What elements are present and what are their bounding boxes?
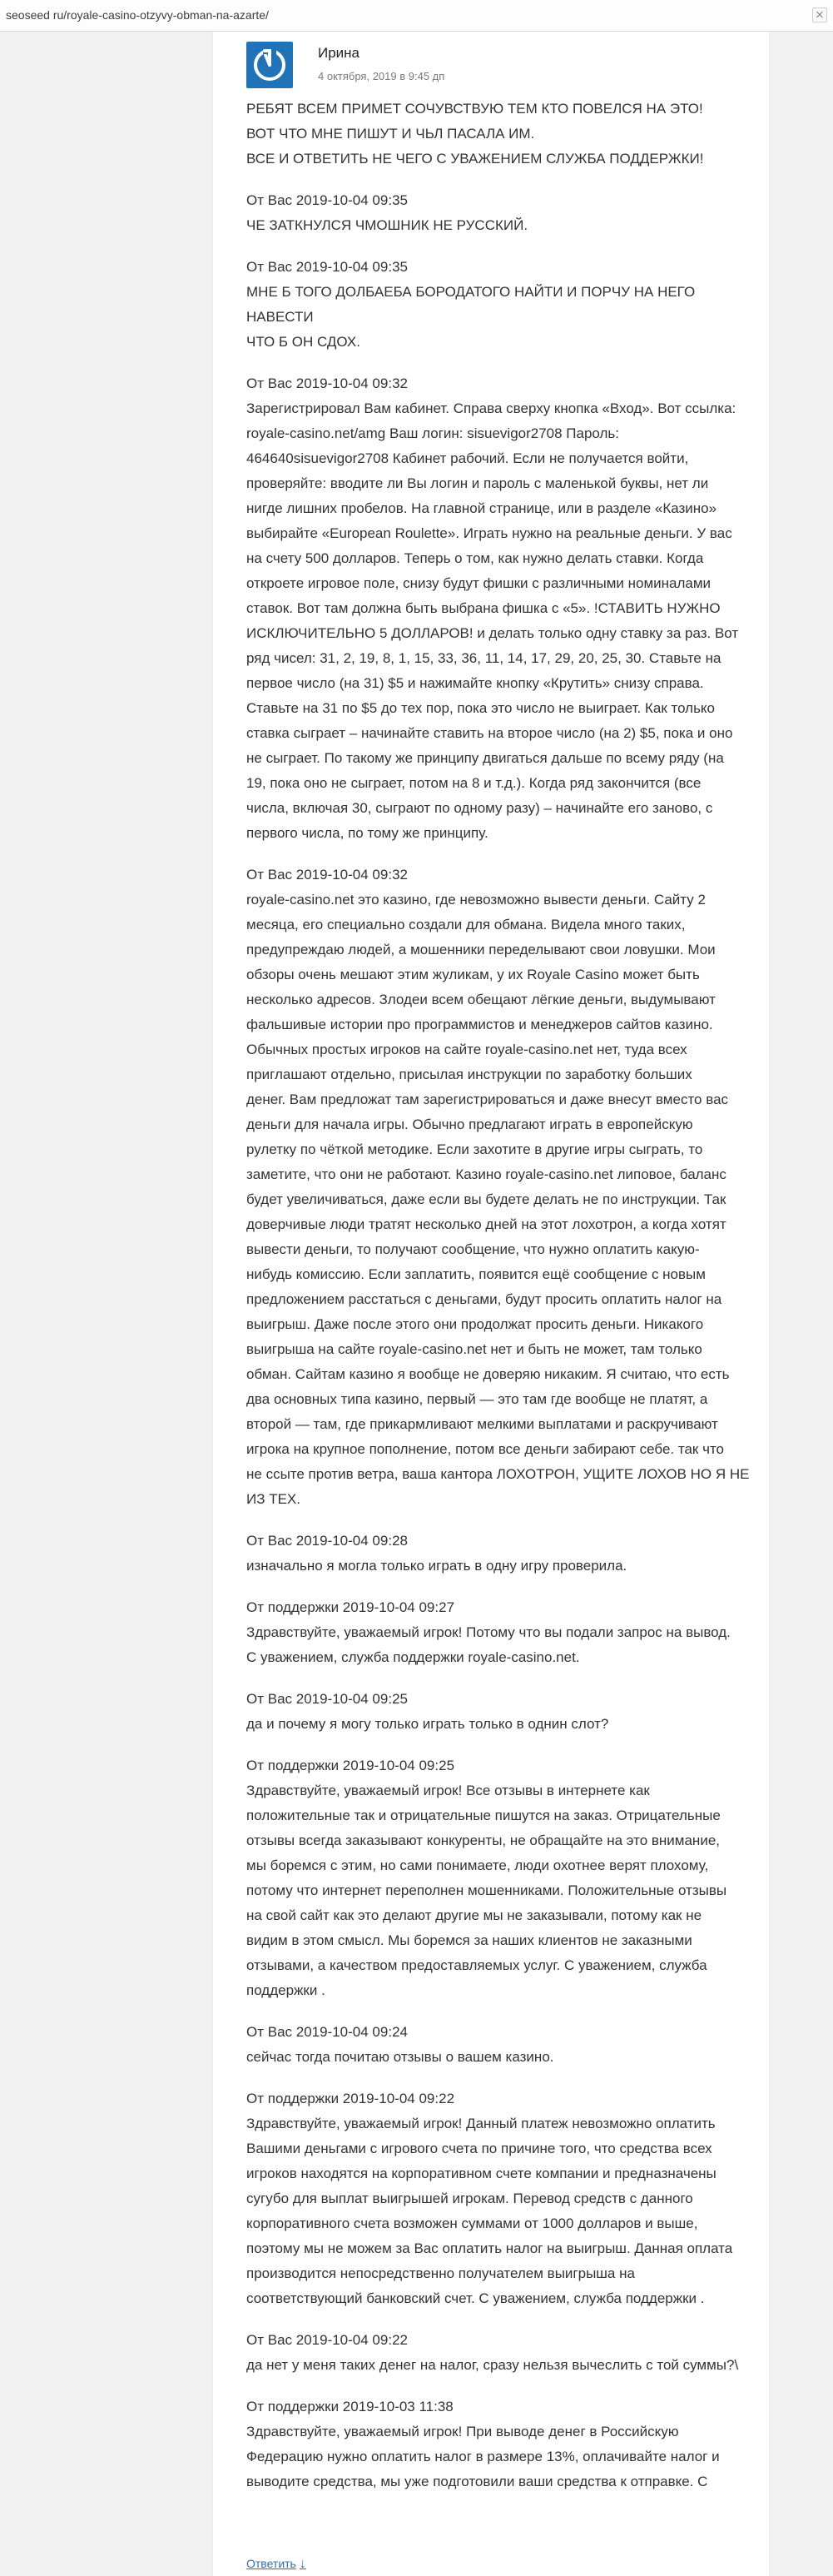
message-header: От поддержки 2019-10-03 11:38 [246, 2399, 454, 2414]
message [246, 863, 762, 1512]
message-text: Здравствуйте, уважаемый игрок! Все отзывы в интернете как положительные так и отрицательные пишутся на заказ. Отрицательные отзывы всегда заказывают конкуренты, не обращайте на это внимание, мы боремся с этим, но сами понимаете, люди охотнее верят плохому, потому что интернет переполнен мошенниками. Положительные отзывы на свой сайт как это делают другие мы не заказывали, потому как не видим в этом смысл. Мы боремся за наших клиентов не заказными отзывами, а качеством предоставляемых услуг. С уважением, служба поддержки . [246, 1783, 727, 1998]
comment-intro: РЕБЯТ ВСЕМ ПРИМЕТ СОЧУВСТВУЮ ТЕМ КТО ПОВЕЛСЯ НА ЭТО! ВОТ ЧТО МНЕ ПИШУТ И ЧЬЛ ПАСАЛА ИМ. ВСЕ И ОТВЕТИТЬ НЕ ЧЕГО С УВАЖЕНИЕМ СЛУЖБА ПОДДЕРЖКИ! [246, 101, 704, 167]
message-header: От поддержки 2019-10-04 09:25 [246, 1758, 455, 1773]
message-header: От Вас 2019-10-04 09:22 [246, 2332, 408, 2348]
message-text: МНЕ Б ТОГО ДОЛБАЕБА БОРОДАТОГО НАЙТИ И ПОРЧУ НА НЕГО НАВЕСТИ ЧТО Б ОН СДОХ. [246, 284, 696, 350]
message-header: От Вас 2019-10-04 09:25 [246, 1691, 408, 1707]
message-header: От Вас 2019-10-04 09:24 [246, 2024, 408, 2040]
message-header: От Вас 2019-10-04 09:32 [246, 375, 408, 391]
message [246, 1687, 762, 1737]
comment-date: 4 октября, 2019 в 9:45 дп [318, 70, 445, 82]
comment-body [246, 97, 762, 2511]
reply-link[interactable] [246, 2557, 306, 2572]
message-text: royale-casino.net это казино, где невозможно вывести деньги. Сайту 2 месяца, его специально создали для обмана. Видела много таких, предупреждаю людей, а мошенники переделывают свои ловушки. Мои обзоры очень мешают этим жуликам, у их Royale Casino может быть несколько адресов. Злодеи всем обещают лёгкие деньги, выдумывают фальшивые истории про программистов и менеджеров сайтов казино. Обычных простых игроков на сайте royale-casino.net нет, туда всех приглашают отдельно, присылая инструкции по заработку больших денег. Вам предложат там зарегистрироваться и даже внесут вместо вас деньги для начала игры. Обычно предлагают играть в европейскую рулетку по чёткой методике. Если захотите в другие игры сыграть, то заметите, что они не работают. Казино royale-casino.net липовое, баланс будет увеличиваться, даже если вы будете делать не по инструкции. Так доверчивые люди тратят несколько дней на этот лохотрон, а когда хотят вывести деньги, то получают сообщение, что нужно оплатить какую- нибудь комиссию. Если заплатить, появится ещё сообщение с новым предложением расстаться с деньгами, будут просить оплатить налог на выигрыш. Даже после этого они продолжат просить деньги. Никакого выигрыша на сайте royale-casino.net нет и быть не может, там только обман. Сайтам казино я вообще не доверяю никаким. Я считаю, что есть два основных типа казино, первый — это там где вообще не платят, а второй — там, где прикармливают мелкими выплатами и раскручивают игрока на крупное пополнение, потом все деньги забирают себе. так что не ссыте против ветра, ваша кантора ЛОХОТРОН, УЩИТЕ ЛОХОВ НО Я НЕ ИЗ ТЕХ. [246, 892, 750, 1507]
message [246, 2020, 762, 2070]
message-text: Здравствуйте, уважаемый игрок! При выводе денег в Российскую Федерацию нужно оплатить налог в размере 13%, оплачивайте налог и выводите средства, мы уже подготовили ваши средства к отправке. С [246, 2424, 720, 2489]
message-text: Здравствуйте, уважаемый игрок! Потому что вы подали запрос на вывод. С уважением, служба поддержки royale-casino.net. [246, 1624, 731, 1665]
url-text[interactable]: seoseed ru/royale-casino-otzyvy-obman-na-azarte/ [6, 8, 269, 22]
message [246, 2394, 762, 2494]
comment-author: Ирина [318, 45, 360, 61]
comment [212, 32, 770, 2576]
message-header: От Вас 2019-10-04 09:35 [246, 192, 408, 208]
message-text: ЧЕ ЗАТКНУЛСЯ ЧМОШНИК НЕ РУССКИЙ. [246, 217, 528, 233]
message [246, 255, 762, 355]
message-text: да и почему я могу только играть только в однин слот? [246, 1716, 609, 1732]
message-header: От Вас 2019-10-04 09:35 [246, 259, 408, 275]
message [246, 371, 762, 846]
message-header: От Вас 2019-10-04 09:32 [246, 867, 408, 883]
message-text: изначально я могла только играть в одну игру проверила. [246, 1558, 627, 1574]
message-text: Здравствуйте, уважаемый игрок! Данный платеж невозможно оплатить Вашими деньгами с игрового счета по причине того, что средства всех игроков находятся на корпоративном счете компании и предназначены сугубо для выплат выигрышей игрокам. Перевод средств с данного корпоративного счета возможен суммами от 1000 долларов и выше, поэтому мы не можем за Вас оплатить налог на выигрыш. Данная оплата производится непосредственно получателем выигрыша на соответствующий банковский счет. С уважением, служба поддержки . [246, 2116, 733, 2306]
reply-label[interactable]: Ответить [246, 2557, 296, 2570]
message [246, 1753, 762, 2003]
message-header: От поддержки 2019-10-04 09:27 [246, 1599, 455, 1615]
message-header: От Вас 2019-10-04 09:28 [246, 1533, 408, 1549]
avatar [246, 42, 293, 88]
address-bar[interactable] [0, 0, 833, 32]
reply-arrow-icon: ↓ [299, 2557, 306, 2571]
message [246, 2086, 762, 2311]
message [246, 1595, 762, 1670]
message-text: да нет у меня таких денег на налог, сразу нельзя вычеслить с той суммы?\ [246, 2357, 739, 2373]
message [246, 2328, 762, 2378]
message-text: сейчас тогда почитаю отзывы о вашем казино. [246, 2049, 554, 2065]
message [246, 1529, 762, 1579]
message-text: Зарегистрировал Вам кабинет. Справа сверху кнопка «Вход». Вот ссылка: royale-casino.net/amg Ваш логин: sisuevigor2708 Пароль: 464640sisuevigor2708 Кабинет рабочий. Если не получается войти, проверяйте: вводите ли Вы логин и пароль с маленькой буквы, нет ли нигде лишних пробелов. На главной странице, или в разделе «Казино» выбирайте «European Roulette». Играть нужно на реальные деньги. У вас на счету 500 долларов. Теперь о том, как нужно делать ставки. Когда откроете игровое поле, снизу будут фишки с различными номиналами ставок. Вот там должна быть выбрана фишка с «5». !СТАВИТЬ НУЖНО ИСКЛЮЧИТЕЛЬНО 5 ДОЛЛАРОВ! и делать только одну ставку за раз. Вот ряд чисел: 31, 2, 19, 8, 1, 15, 33, 36, 11, 14, 17, 29, 20, 25, 30. Ставьте на первое число (на 31) $5 и нажимайте кнопку «Крутить» снизу справа. Ставьте на 31 по $5 до тех пор, пока это число не выиграет. Как только ставка сыграет – начинайте ставить на второе число (на 2) $5, пока и оно не сыграет. По такому же принципу двигаться дальше по всему ряду (на 19, пока оно не сыграет, потом на 8 и т.д.). Когда ряд закончится (все числа, включая 30, сыграют по одному разу) – начинайте его заново, с первого числа, по тому же принципу. [246, 400, 739, 841]
close-icon[interactable] [812, 7, 827, 22]
message-header: От поддержки 2019-10-04 09:22 [246, 2091, 455, 2106]
avatar-icon [246, 42, 293, 88]
message [246, 188, 762, 238]
